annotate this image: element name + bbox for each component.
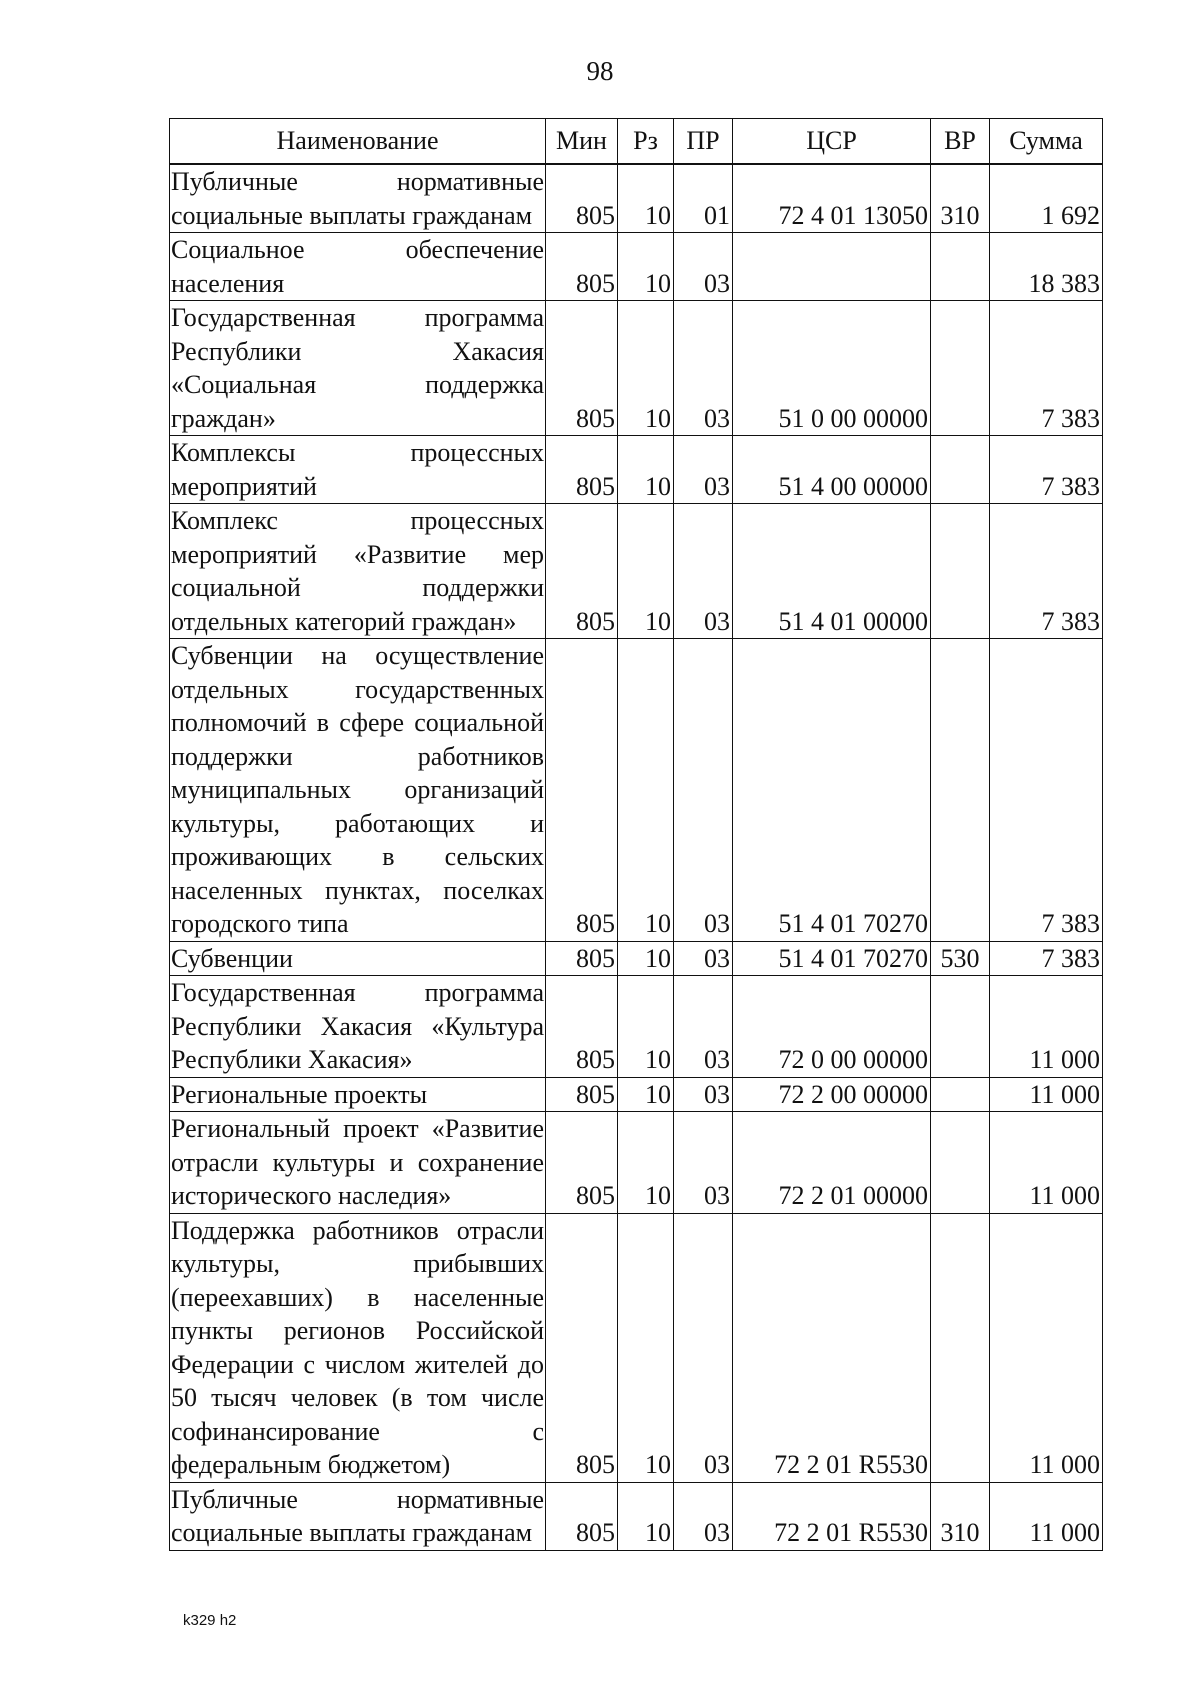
cell-rz: 10 [618, 976, 674, 1078]
cell-min: 805 [546, 1112, 618, 1214]
cell-vr [931, 1213, 990, 1482]
cell-sum: 7 383 [990, 504, 1103, 639]
cell-name: Государственная программа Республики Хакасия «Социальная поддержка граждан» [170, 301, 546, 436]
cell-vr [931, 436, 990, 504]
cell-csr: 51 4 00 00000 [733, 436, 931, 504]
cell-sum: 11 000 [990, 1112, 1103, 1214]
header-vr: ВР [931, 119, 990, 165]
cell-sum: 7 383 [990, 941, 1103, 976]
cell-rz: 10 [618, 1213, 674, 1482]
cell-pr: 03 [674, 976, 733, 1078]
table-row [170, 504, 1103, 639]
cell-min: 805 [546, 504, 618, 639]
cell-vr [931, 301, 990, 436]
cell-min: 805 [546, 164, 618, 233]
cell-vr [931, 504, 990, 639]
table-row [170, 639, 1103, 942]
cell-sum: 11 000 [990, 1213, 1103, 1482]
cell-pr: 01 [674, 164, 733, 233]
cell-vr: 310 [931, 1482, 990, 1550]
cell-vr [931, 1077, 990, 1112]
cell-pr: 03 [674, 233, 733, 301]
cell-name: Поддержка работников отрасли культуры, прибывших (переехавших) в населенные пункты регионов Российской Федерации с числом жителей до 50 тысяч человек (в том числе софинансирование с федеральным бюджетом) [170, 1213, 546, 1482]
table-row [170, 976, 1103, 1078]
cell-pr: 03 [674, 1112, 733, 1214]
cell-vr: 530 [931, 941, 990, 976]
cell-sum: 1 692 [990, 164, 1103, 233]
cell-csr: 72 0 00 00000 [733, 976, 931, 1078]
cell-vr [931, 1112, 990, 1214]
budget-table-container [169, 118, 1102, 1551]
cell-pr: 03 [674, 436, 733, 504]
header-csr: ЦСР [733, 119, 931, 165]
cell-min: 805 [546, 301, 618, 436]
cell-pr: 03 [674, 301, 733, 436]
page-number: 98 [586, 56, 614, 86]
cell-vr [931, 639, 990, 942]
table-row [170, 164, 1103, 233]
cell-rz: 10 [618, 639, 674, 942]
cell-pr: 03 [674, 1077, 733, 1112]
cell-sum: 11 000 [990, 976, 1103, 1078]
header-rz: Рз [618, 119, 674, 165]
cell-rz: 10 [618, 436, 674, 504]
header-min: Мин [546, 119, 618, 165]
cell-pr: 03 [674, 1482, 733, 1550]
table-row [170, 941, 1103, 976]
cell-rz: 10 [618, 1077, 674, 1112]
table-header-row [170, 119, 1103, 165]
cell-min: 805 [546, 976, 618, 1078]
cell-min: 805 [546, 1213, 618, 1482]
cell-sum: 18 383 [990, 233, 1103, 301]
cell-name: Субвенции на осуществление отдельных государственных полномочий в сфере социальной поддержки работников муниципальных организаций культуры, работающих и проживающих в сельских населенных пунктах, поселках городского типа [170, 639, 546, 942]
header-name: Наименование [170, 119, 546, 165]
cell-rz: 10 [618, 1112, 674, 1214]
cell-csr: 51 4 01 70270 [733, 941, 931, 976]
table-row [170, 436, 1103, 504]
cell-min: 805 [546, 1077, 618, 1112]
cell-sum: 7 383 [990, 301, 1103, 436]
table-row [170, 233, 1103, 301]
cell-min: 805 [546, 1482, 618, 1550]
cell-csr: 51 4 01 70270 [733, 639, 931, 942]
cell-name: Государственная программа Республики Хакасия «Культура Республики Хакасия» [170, 976, 546, 1078]
cell-sum: 7 383 [990, 639, 1103, 942]
table-row [170, 1112, 1103, 1214]
cell-rz: 10 [618, 1482, 674, 1550]
cell-csr: 72 4 01 13050 [733, 164, 931, 233]
table-row [170, 1482, 1103, 1550]
cell-vr [931, 976, 990, 1078]
cell-pr: 03 [674, 1213, 733, 1482]
cell-name: Публичные нормативные социальные выплаты гражданам [170, 1482, 546, 1550]
cell-pr: 03 [674, 504, 733, 639]
cell-rz: 10 [618, 233, 674, 301]
cell-name: Региональный проект «Развитие отрасли культуры и сохранение исторического наследия» [170, 1112, 546, 1214]
cell-csr: 72 2 00 00000 [733, 1077, 931, 1112]
table-row [170, 1213, 1103, 1482]
cell-csr: 72 2 01 R5530 [733, 1213, 931, 1482]
cell-vr [931, 233, 990, 301]
cell-csr [733, 233, 931, 301]
cell-pr: 03 [674, 941, 733, 976]
cell-sum: 7 383 [990, 436, 1103, 504]
cell-min: 805 [546, 941, 618, 976]
cell-csr: 51 4 01 00000 [733, 504, 931, 639]
cell-name: Комплекс процессных мероприятий «Развитие мер социальной поддержки отдельных категорий граждан» [170, 504, 546, 639]
cell-rz: 10 [618, 941, 674, 976]
cell-sum: 11 000 [990, 1077, 1103, 1112]
cell-pr: 03 [674, 639, 733, 942]
header-pr: ПР [674, 119, 733, 165]
cell-name: Комплексы процессных мероприятий [170, 436, 546, 504]
cell-sum: 11 000 [990, 1482, 1103, 1550]
cell-min: 805 [546, 639, 618, 942]
cell-name: Социальное обеспечение населения [170, 233, 546, 301]
cell-min: 805 [546, 233, 618, 301]
table-row [170, 1077, 1103, 1112]
table-row [170, 301, 1103, 436]
cell-name: Региональные проекты [170, 1077, 546, 1112]
cell-name: Субвенции [170, 941, 546, 976]
cell-vr: 310 [931, 164, 990, 233]
cell-min: 805 [546, 436, 618, 504]
cell-csr: 72 2 01 00000 [733, 1112, 931, 1214]
budget-table [169, 118, 1103, 1551]
cell-csr: 51 0 00 00000 [733, 301, 931, 436]
header-sum: Сумма [990, 119, 1103, 165]
cell-rz: 10 [618, 164, 674, 233]
cell-csr: 72 2 01 R5530 [733, 1482, 931, 1550]
cell-rz: 10 [618, 504, 674, 639]
cell-rz: 10 [618, 301, 674, 436]
footer-document-code: k329 h2 [183, 1612, 237, 1629]
cell-name: Публичные нормативные социальные выплаты гражданам [170, 164, 546, 233]
